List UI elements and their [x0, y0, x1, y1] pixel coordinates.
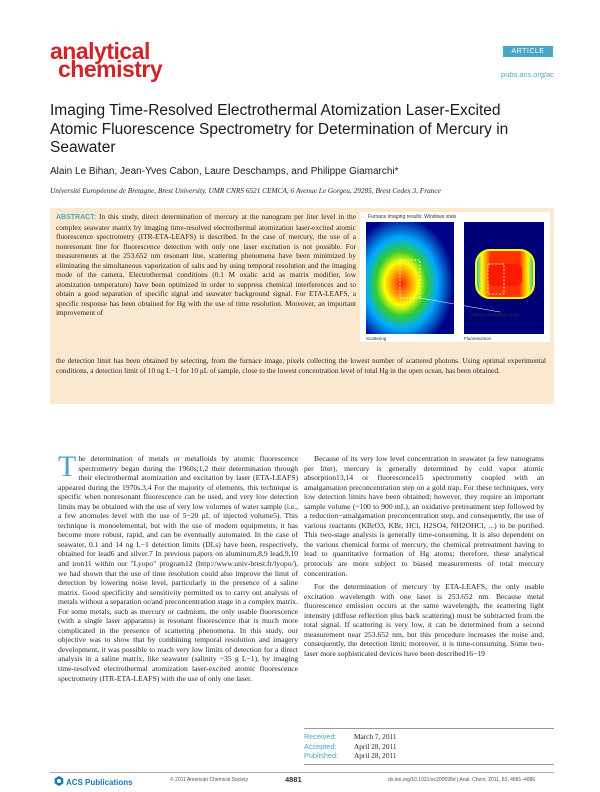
body-column-right — [304, 454, 544, 662]
article-dates — [304, 728, 554, 765]
published-date: April 28, 2011 — [354, 751, 397, 760]
accepted-date: April 28, 2011 — [354, 741, 397, 751]
journal-logo-line2: chemistry — [58, 56, 163, 82]
scattering-image — [366, 222, 454, 334]
toc-graphic — [360, 212, 550, 342]
body-column-left — [58, 450, 298, 687]
toc-label-scattering: Scattering — [366, 336, 387, 341]
abstract-text-continued: the detection limit has been obtained by selecting, from the furnace image, pixels collecting the lowest number of scattered photons. Using optimal experimental conditions, a detection limit of 10 ng L−1 for 10 μL of sample, close to the lowest concentration level of total Hg in the open ocean, has been obtained. — [56, 356, 546, 375]
article-badge: ARTICLE — [503, 46, 553, 57]
footer-divider — [50, 772, 554, 773]
affiliation: Université Européenne de Bretagne, Brest University, UMR CNRS 6521 CEMCA, 6 Avenue Le Gorgeu, 29285, Brest Cedex 3, France — [50, 186, 441, 195]
journal-logo — [50, 38, 200, 82]
received-label: Received: — [304, 732, 337, 741]
abstract-text — [56, 212, 356, 318]
page-number: 4881 — [285, 775, 302, 784]
acs-hexagon-icon — [54, 776, 64, 786]
publisher-name: ACS Publications — [65, 778, 133, 787]
drop-cap: T — [58, 450, 77, 483]
furnace-image-graphic — [360, 212, 550, 342]
doi-citation-link[interactable]: dx.doi.org/10.1021/ac200598d | Anal. Chem. 2011, 83, 4881–4886 — [388, 777, 536, 783]
received-date: March 7, 2011 — [354, 732, 397, 741]
published-label: Published: — [304, 751, 339, 760]
toc-caption: Furnace imaging results: Windows stats — [368, 214, 457, 220]
journal-logo-line1: analytical — [50, 38, 150, 64]
intro-paragraph-2: Because of its very low level concentration in seawater (a few nanograms per liter), mercury is generally determined by cold vapor atomic absorption13,14 or fluorescence15 spectrometry coupled with an amalgamation preconcentration step on a gold trap. For these techniques, very low detection limits have been obtained; however, they require an important sample volume (~100 to 900 mL), an oxidative pretreatment step followed by a reduction−amalgamation preconcentration step, and consequently, the use of various reactants (KBrO3, KBr, HCl, H2SO4, NH2OHCl, ...) to be purified. This two-stage analysis is generally time-consuming. It is also dependent on the various chemical forms of mercury, the chemical pretreatment having to lead to quantitative formation of Hg atoms; therefore, these analytical protocols are more subject to biased measurements of total mercury concentration. — [304, 454, 544, 578]
acs-publications-logo — [54, 776, 133, 787]
toc-label-fluorescence: Fluorescence — [464, 336, 492, 341]
journal-url-link[interactable]: pubs.acs.org/ac — [501, 70, 554, 79]
copyright-notice: © 2011 American Chemical Society — [170, 777, 249, 783]
article-title: Imaging Time-Resolved Electrothermal Atomization Laser-Excited Atomic Fluorescence Spectrometry for Determination of Mercury in Seawater — [50, 102, 509, 156]
toc-label-optimal: Optimal integration zone — [470, 312, 519, 317]
abstract-label: ABSTRACT: — [56, 214, 97, 221]
accepted-label: Accepted: — [304, 741, 337, 751]
intro-paragraph-3: For the determination of mercury by ETA-LEAFS, the only usable excitation wavelength with one laser is 253.652 nm. Because metal fluorescence emission occurs at the same wavelength, the scattering light intensity (diffuse reflection plus back scattering) must be subtracted from the total signal. If scattering is very low, it can be determined from a second measurement near 253.652 nm, but this procedure increases the noise and, consequently, the detection limit; moreover, it is time-consuming. Some two-laser more sophisticated devices have been described16−19 — [304, 582, 544, 658]
authors: Alain Le Bihan, Jean-Yves Cabon, Laure Deschamps, and Philippe Giamarchi* — [50, 166, 399, 177]
abstract-body: In this study, direct determination of mercury at the nanogram per liter level in the complex seawater matrix by imaging time-resolved electrothermal atomization laser-excited atomic fluorescence spectrometry (ITR-ETA-LEAFS) is described. In the case of mercury, the use of a nonresonant line for fluorescence detection with only one laser excitation is not possible. For measurements at the 253.652 nm resonant line, scattering phenomena have been minimized by eliminating the simultaneous vaporization of salts and by using temporal resolution and the imaging mode of the camera. Electrothermal conditions (0.1 M oxalic acid as matrix modifier, low atomization temperature) have been optimized in order to suppress chemical interferences and to obtain a good separation of specific signal and seawater background signal. For ETA-LEAFS, a specific response has been obtained for Hg with the use of time resolution. Moreover, an important improvement of — [56, 212, 356, 317]
intro-paragraph-1: he determination of metals or metalloids by atomic fluorescence spectrometry began during the 1960s;1,2 their determination through their electrothermal atomization and excitation by laser (ETA-LEAFS) appeared during the 1970s.3,4 For the majority of elements, this technique is specific when nonresonant fluorescence can be used, and very low detection limits may be obtained with the use of very low volumes of water sample (i.e., a few attomoles level with the use of 5−20 μL of injected volume5). This technique is monoelemental, but with the use of modern equipments, it has become more robust, rapid, and can be eventually automated. In the case of seawater, 0.1 and 14 ng L−1 detection limits (DLs) have been, respectively, obtained for lead6 and silver.7 In previous papers on aluminum,8,9 lead,9,10 and iron11 within our "Lyopo" program12 (http://www.univ-brest.fr/lyopo/), we had shown that the use of time resolution could also improve the limit of detection by lowering noise level, particularly in the presence of a saline matrix. Good specificity and sensitivity permitted us to carry out analysis of metals without a separation or/and preconcentration stage in a complex matrix. For some metals, such as mercury or cadmium, the only usable fluorescence (with a single laser apparatus) is resonant fluorescence that is much more complicated in the presence of scattering phenomena. In this study, our objective was to show that by combining temporal resolution and imagery development, it was possible to reach very low limits of detection for a direct analysis in a saline matrix, like seawater (salinity ~35 g L−1), by imaging time-resolved electrothermal atomization laser-excited atomic fluorescence spectrometry (ITR-ETA-LEAFS) with the use of only one laser. — [58, 454, 298, 683]
